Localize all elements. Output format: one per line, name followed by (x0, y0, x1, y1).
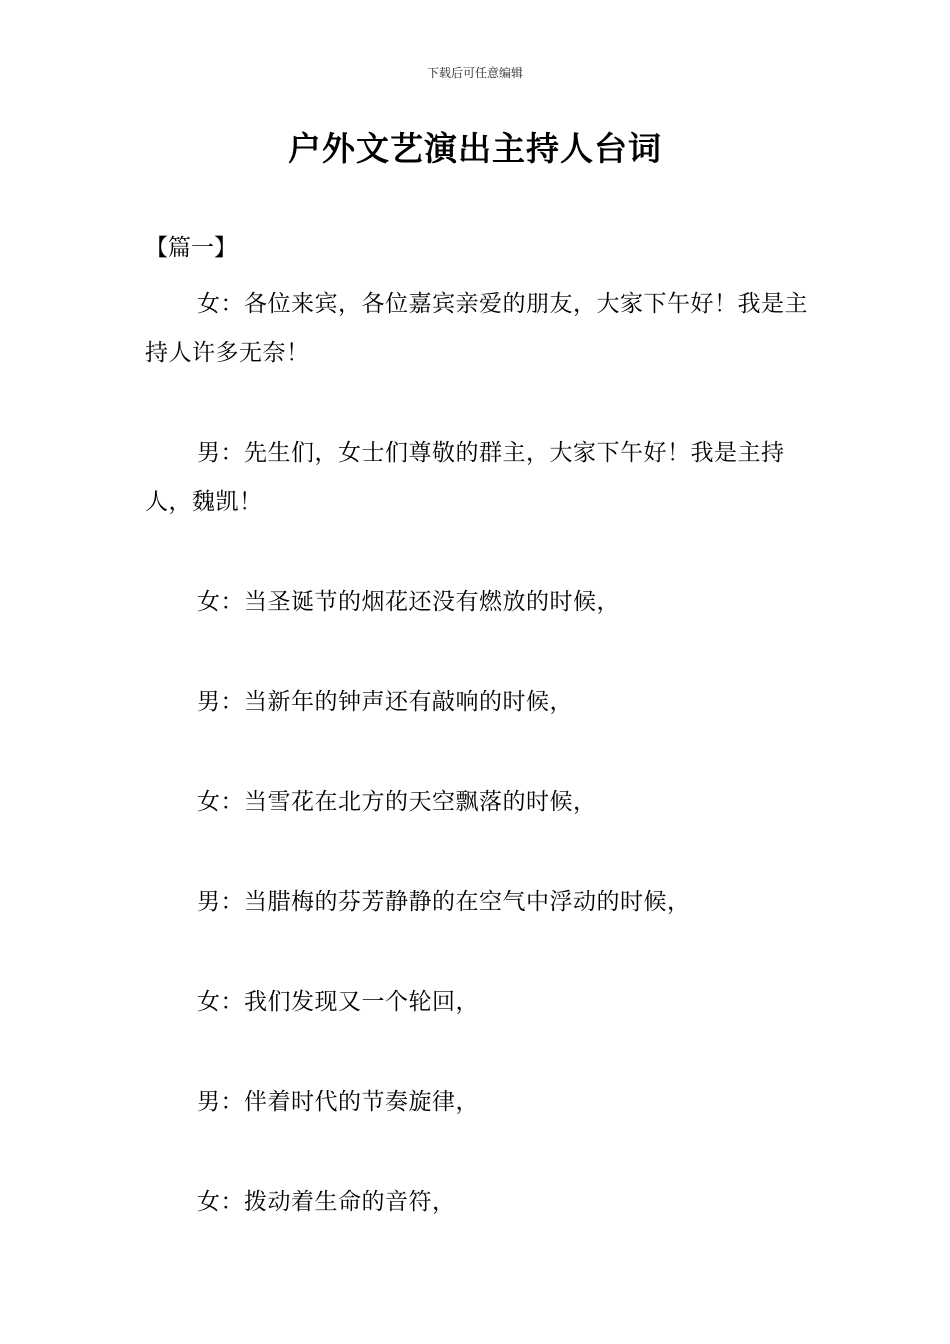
dialogue-paragraph: 女：当圣诞节的烟花还没有燃放的时候， (197, 589, 620, 615)
dialogue-paragraph: 男：先生们，女士们尊敬的群主，大家下午好！我是主持人，魏凯！ (145, 440, 785, 515)
dialogue-paragraph: 女：各位来宾，各位嘉宾亲爱的朋友，大家下午好！我是主持人许多无奈！ (145, 291, 808, 366)
dialogue-paragraph: 女：拨动着生命的音符， (197, 1189, 456, 1215)
dialogue-paragraph: 男：当新年的钟声还有敲响的时候， (197, 689, 573, 715)
dialogue-paragraph: 男：伴着时代的节奏旋律， (197, 1089, 479, 1115)
document-title: 户外文艺演出主持人台词 (288, 129, 662, 168)
section-label: 【篇一】 (145, 235, 237, 261)
dialogue-paragraph: 女：当雪花在北方的天空飘落的时候， (197, 789, 597, 815)
dialogue-paragraph: 男：当腊梅的芬芳静静的在空气中浮动的时候， (197, 889, 691, 915)
document-body (145, 280, 810, 1278)
header-note: 下载后可任意编辑 (426, 66, 523, 80)
dialogue-paragraph: 女：我们发现又一个轮回， (197, 989, 479, 1015)
